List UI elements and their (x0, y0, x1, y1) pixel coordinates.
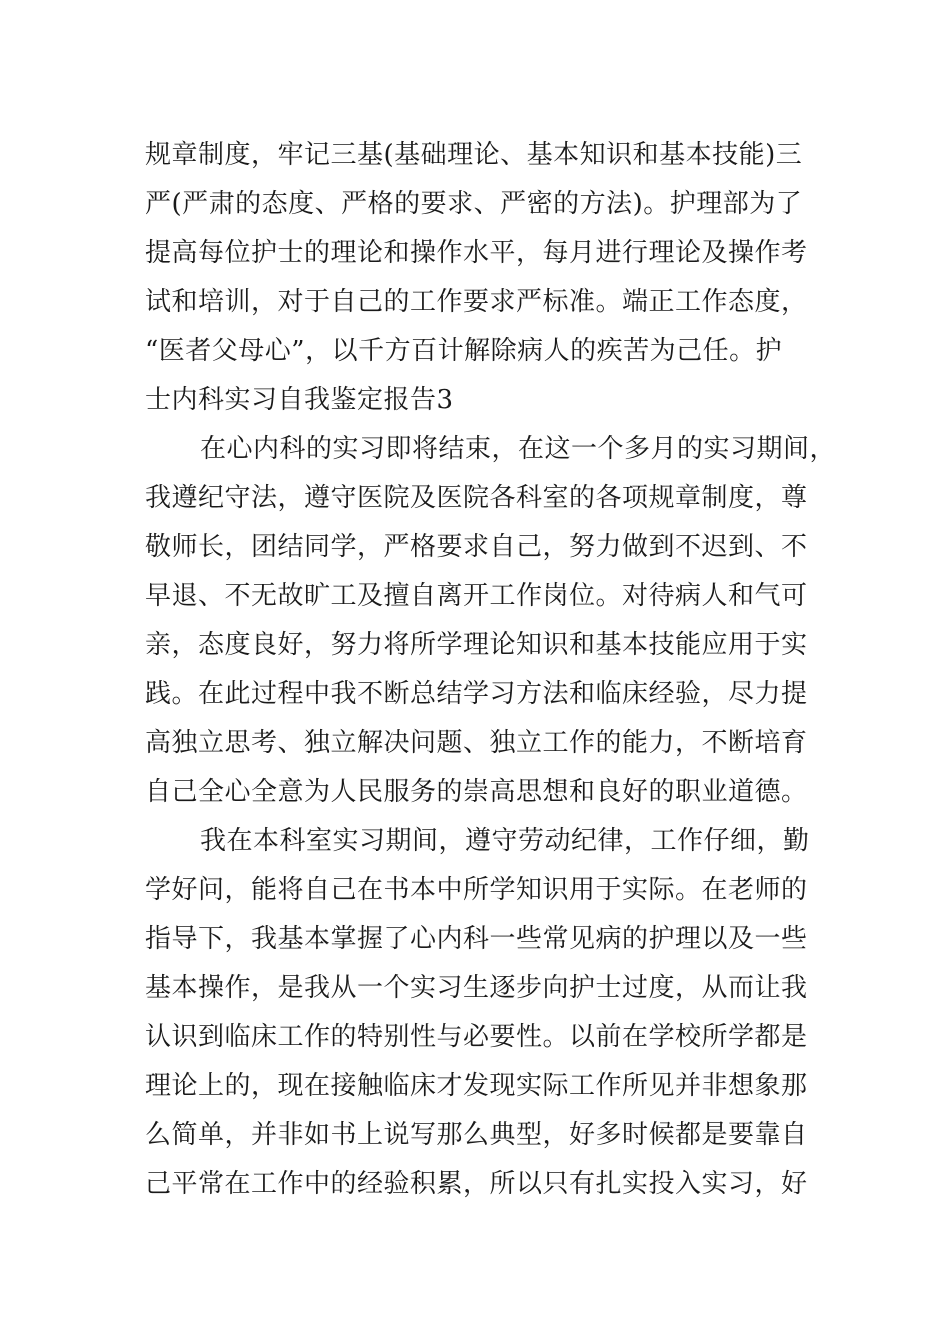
text-line: 学好问，能将自己在书本中所学知识用于实际。在老师的 (145, 875, 808, 905)
text-line: 提高每位护士的理论和操作水平，每月进行理论及操作考 (145, 238, 808, 268)
paragraph-start-line: 在心内科的实习即将结束，在这一个多月的实习期间， (200, 434, 837, 464)
text-line: 士内科实习自我鉴定报告3 (145, 385, 454, 415)
text-line: 基本操作，是我从一个实习生逐步向护士过度，从而让我 (145, 973, 808, 1003)
text-line: 严(严肃的态度、严格的要求、严密的方法)。护理部为了 (145, 189, 803, 219)
text-line: 规章制度，牢记三基(基础理论、基本知识和基本技能)三 (145, 140, 803, 170)
text-line: “医者父母心”，以千方百计解除病人的疾苦为己任。护 (145, 336, 783, 366)
paragraph-start-line: 我在本科室实习期间，遵守劳动纪律，工作仔细，勤 (200, 826, 810, 856)
text-line: 早退、不无故旷工及擅自离开工作岗位。对待病人和气可 (145, 581, 808, 611)
text-line: 试和培训，对于自己的工作要求严标准。端正工作态度， (145, 287, 808, 317)
text-line: 指导下，我基本掌握了心内科一些常见病的护理以及一些 (145, 924, 808, 954)
text-line: 敬师长，团结同学，严格要求自己，努力做到不迟到、不 (145, 532, 808, 562)
text-line: 高独立思考、独立解决问题、独立工作的能力，不断培育 (145, 728, 808, 758)
text-line: 理论上的，现在接触临床才发现实际工作所见并非想象那 (145, 1071, 808, 1101)
text-line: 践。在此过程中我不断总结学习方法和临床经验，尽力提 (145, 679, 808, 709)
text-line: 亲，态度良好，努力将所学理论知识和基本技能应用于实 (145, 630, 808, 660)
text-line: 自己全心全意为人民服务的崇高思想和良好的职业道德。 (145, 777, 808, 807)
text-line: 我遵纪守法，遵守医院及医院各科室的各项规章制度，尊 (145, 483, 808, 513)
text-line: 么简单，并非如书上说写那么典型，好多时候都是要靠自 (145, 1120, 808, 1150)
text-line: 认识到临床工作的特别性与必要性。以前在学校所学都是 (145, 1022, 808, 1052)
text-line: 己平常在工作中的经验积累，所以只有扎实投入实习，好 (145, 1169, 808, 1199)
